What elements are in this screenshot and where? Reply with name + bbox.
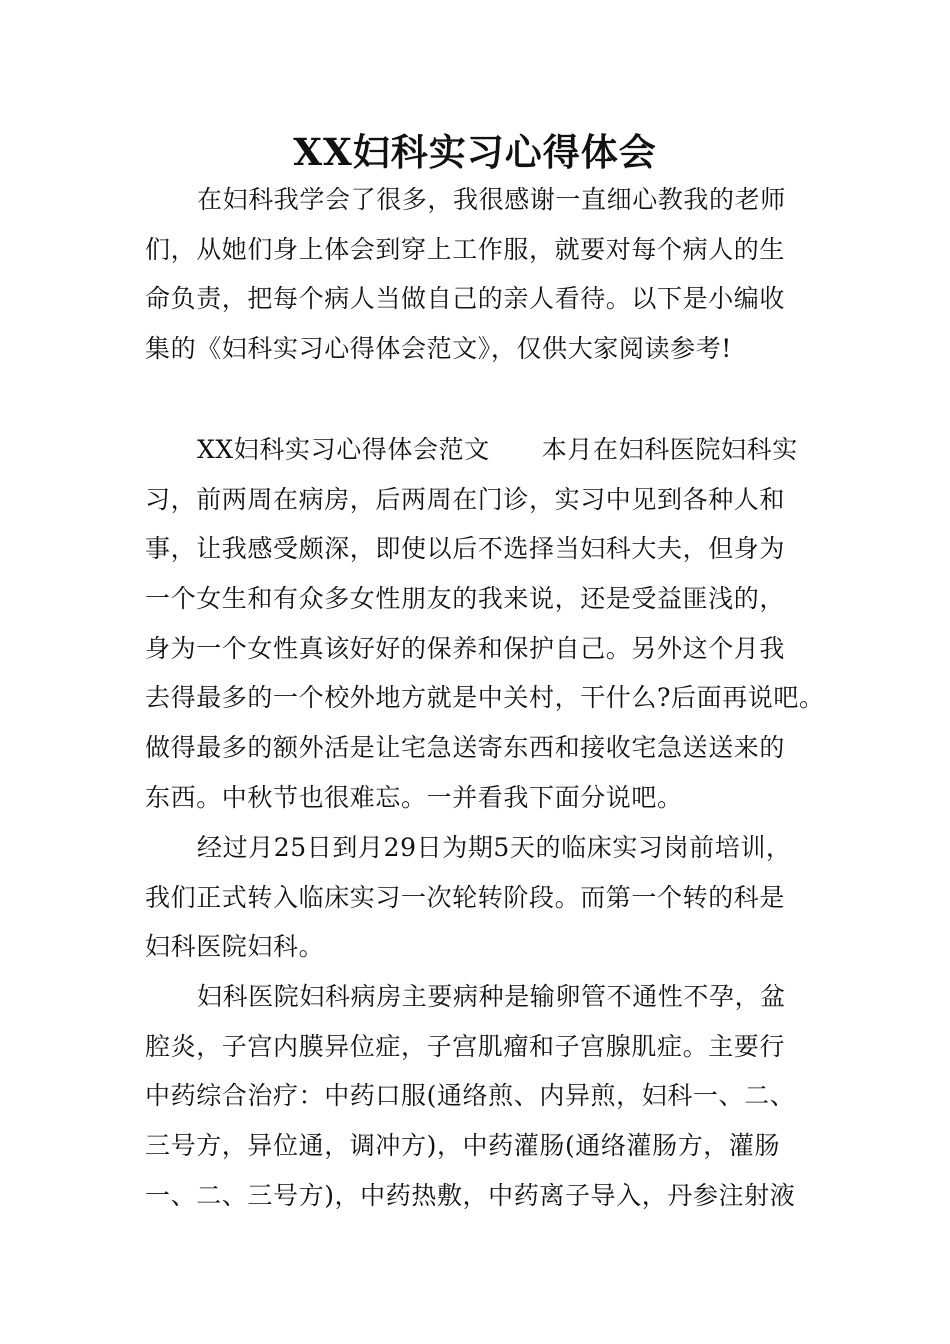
text-line: 身为一个女性真该好好的保养和保护自己。另外这个月我 <box>145 633 786 663</box>
text-line: 习，前两周在病房，后两周在门诊，实习中见到各种人和 <box>145 484 786 514</box>
text-line: 三号方，异位通，调冲方)，中药灌肠(通络灌肠方，灌肠 <box>145 1131 781 1161</box>
text-fragment: 本月在妇科医院妇科实 <box>541 435 798 464</box>
text-line: 集的《妇科实习心得体会范文》，仅供大家阅读参考! <box>145 334 732 364</box>
text-line: 一、二、三号方)，中药热敷，中药离子导入，丹参注射液 <box>145 1180 796 1210</box>
text-line: 命负责，把每个病人当做自己的亲人看待。以下是小编收 <box>145 284 786 314</box>
text-line: 在妇科我学会了很多，我很感谢一直细心教我的老师 <box>197 185 786 214</box>
text-line: 去得最多的一个校外地方就是中关村，干什么?后面再说吧。 <box>145 683 825 713</box>
section-heading-line <box>145 425 815 475</box>
text-line: 妇科医院妇科。 <box>145 932 325 962</box>
document-title: XX妇科实习心得体会 <box>293 130 657 174</box>
essay-paragraph-2 <box>145 823 815 972</box>
text-line: 做得最多的额外活是让宅急送寄东西和接收宅急送送来的 <box>145 733 786 763</box>
text-line: 我们正式转入临床实习一次轮转阶段。而第一个转的科是 <box>145 882 786 912</box>
section-heading: XX妇科实习心得体会范文 <box>197 435 490 464</box>
text-line: 们，从她们身上体会到穿上工作服，就要对每个病人的生 <box>145 234 786 264</box>
essay-paragraph-3 <box>145 972 815 1220</box>
text-line: 腔炎，子宫内膜异位症，子宫肌瘤和子宫腺肌症。主要行 <box>145 1031 786 1061</box>
text-line: 事，让我感受颇深，即使以后不选择当妇科大夫，但身为 <box>145 534 786 564</box>
text-line: 东西。中秋节也很难忘。一并看我下面分说吧。 <box>145 782 683 812</box>
intro-paragraph <box>145 175 815 374</box>
text-line: 妇科医院妇科病房主要病种是输卵管不通性不孕，盆 <box>197 982 786 1011</box>
text-line: 一个女生和有众多女性朋友的我来说，还是受益匪浅的， <box>145 584 786 614</box>
text-line: 中药综合治疗：中药口服(通络煎、内异煎，妇科一、二、 <box>145 1081 796 1111</box>
essay-paragraph-1 <box>145 425 825 823</box>
text-line: 经过月25日到月29日为期5天的临床实习岗前培训， <box>197 833 792 862</box>
